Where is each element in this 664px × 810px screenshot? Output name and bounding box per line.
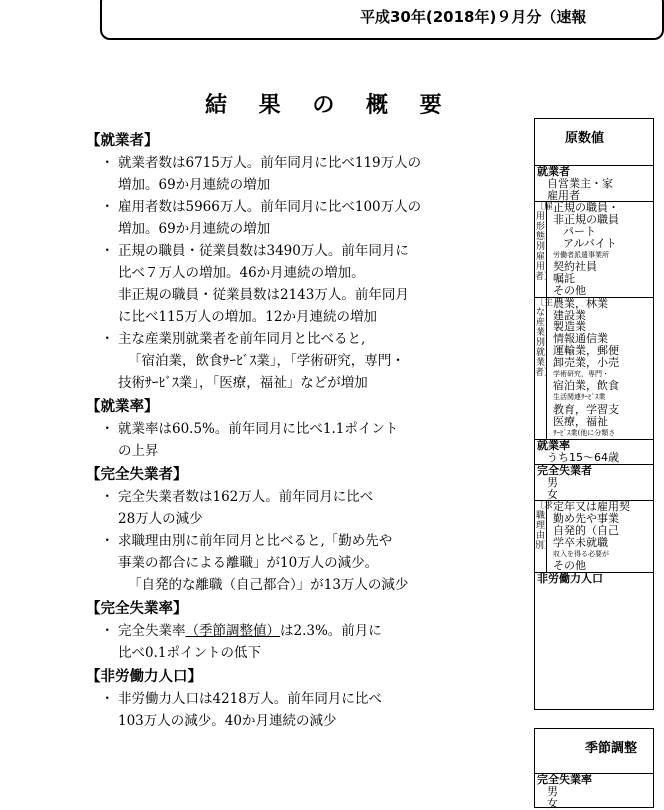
row-label: 男: [547, 475, 558, 489]
unemployed-block: [535, 464, 653, 500]
row-label: 嘱託: [553, 272, 575, 286]
row-label: 生活関連ｻｰﾋﾞｽ業: [553, 393, 606, 402]
row-label: その他: [553, 559, 586, 573]
text-line: 完全失業者数は162万人。前年同月に比べ: [118, 489, 374, 505]
row-label: 非労働力人口: [537, 572, 603, 586]
row-label: 定年又は雇用契: [553, 500, 630, 514]
bullet-item: [86, 530, 516, 596]
bullet-item: [86, 486, 516, 530]
row-label: 卸売業，小売: [553, 355, 619, 369]
text-line: 「宿泊業，飲食ｻｰﾋﾞｽ業」，「学術研究，専門・: [128, 353, 405, 369]
row-label: その他: [553, 283, 586, 297]
text-line: 28万人の減少: [118, 511, 203, 527]
row-label: ｻｰﾋﾞｽ業(他に分類さ: [553, 428, 616, 437]
bullet-mark: ・: [100, 691, 114, 707]
bullet-item: [86, 152, 516, 196]
job-search-reason-group: [535, 500, 653, 572]
text-line: 103万人の減少。40か月連続の減少: [118, 713, 337, 729]
bullet-item: [86, 196, 516, 240]
row-label: 労働者派遣事業所: [553, 250, 609, 259]
bullet-mark: ・: [100, 331, 114, 347]
table-header: 季節調整: [535, 729, 653, 774]
text-line: 就業率は60.5%。前年同月に比べ1.1ポイント: [118, 421, 399, 437]
group-side-label: 〔雇用形態別雇用者〕: [535, 202, 547, 296]
group-side-label: 〔求職理由別〕: [535, 501, 547, 572]
bullet-item: [86, 328, 516, 394]
text-line: に比べ115万人の増加。12か月連続の増加: [118, 309, 377, 325]
text-line: 事業の都合による離職」が10万人の減少。: [118, 555, 379, 571]
bullet-item: [86, 418, 516, 462]
industry-group: [535, 297, 653, 440]
row-label: 医療，福祉: [553, 414, 608, 428]
bullet-mark: ・: [100, 533, 114, 549]
row-label: 教育，学習支: [553, 402, 619, 416]
employment-type-group: [535, 201, 653, 296]
bullet-mark: ・: [100, 243, 114, 259]
report-period: 平成30年(2018年)９月分（速報: [360, 8, 587, 26]
text-line: 増加。69か月連続の増加: [118, 177, 271, 193]
row-label: 学卒未就職: [553, 535, 608, 549]
bullet-mark: ・: [100, 155, 114, 171]
summary-column: [86, 128, 516, 732]
row-label: 自営業主・家: [547, 176, 613, 190]
bullet-item: [86, 620, 516, 664]
text-line: 非正規の職員・従業員数は2143万人。前年同月: [118, 287, 409, 303]
row-label: 農業，林業: [553, 296, 608, 310]
section-heading: 【就業者】: [86, 133, 159, 149]
underlined-segment: （季節調整値）: [185, 623, 280, 639]
row-label: 完全失業率: [537, 773, 592, 786]
bullet-mark: ・: [100, 489, 114, 505]
bullet-mark: ・: [100, 199, 114, 215]
employment-rate-block: [535, 439, 653, 464]
row-label: 就業率: [537, 439, 570, 453]
text-line: [118, 620, 516, 642]
text-line: 求職理由別に前年同月と比べると,「勤め先や: [118, 533, 393, 549]
bullet-mark: ・: [100, 623, 114, 639]
original-values-table: [534, 118, 654, 710]
text-segment: は2.3%。前月に: [280, 623, 382, 639]
row-label: 運輸業，郵便: [553, 343, 619, 357]
text-line: 「自発的な離職（自己都合）」が13万人の減少: [128, 577, 409, 593]
row-label: アルバイト: [563, 236, 617, 250]
text-line: 雇用者数は5966万人。前年同月に比べ100万人の: [118, 199, 422, 215]
row-label: 契約社員: [553, 260, 597, 274]
bullet-mark: ・: [100, 421, 114, 437]
text-segment: 完全失業率: [118, 623, 186, 639]
row-label: 正規の職員・: [553, 201, 619, 215]
section-heading: 【非労働力人口】: [86, 669, 202, 685]
row-label: うち15～64歳: [547, 451, 619, 465]
bullet-item: [86, 240, 516, 328]
page-title: 結 果 の 概 要: [205, 93, 454, 118]
row-label: 学術研究，専門・: [553, 369, 609, 378]
row-label: 女: [547, 796, 558, 810]
row-label: 情報通信業: [553, 332, 608, 346]
row-label: 男: [547, 784, 558, 798]
section-heading: 【完全失業者】: [86, 467, 188, 483]
not-in-labor-force-row: [535, 572, 653, 585]
text-line: 非労働力人口は4218万人。前年同月に比べ: [118, 691, 382, 707]
seasonally-adjusted-table: [534, 728, 654, 808]
row-label: パート: [563, 224, 596, 238]
row-label: 建設業: [553, 308, 586, 322]
text-line: 就業者数は6715万人。前年同月に比べ119万人の: [118, 155, 422, 171]
text-line: 正規の職員・従業員数は3490万人。前年同月に: [118, 243, 409, 259]
row-label: 収入を得る必要が: [553, 549, 609, 558]
bullet-item: [86, 688, 516, 732]
row-label: 製造業: [553, 320, 586, 334]
text-line: 比べ0.1ポイントの低下: [118, 645, 261, 661]
row-label: 非正規の職員: [553, 213, 619, 227]
row-label: 就業者: [537, 165, 570, 178]
row-label: 女: [547, 487, 558, 501]
row-label: 勤め先や事業: [553, 512, 619, 526]
row-label: 自発的（自己: [553, 523, 619, 537]
group-side-label: 〔主な産業別就業者〕: [535, 298, 547, 440]
text-line: 技術ｻｰﾋﾞｽ業」，「医療，福祉」などが増加: [118, 375, 368, 391]
text-line: 比べ７万人の増加。46か月連続の増加。: [118, 265, 365, 281]
section-heading: 【就業率】: [86, 399, 159, 415]
row-label: 雇用者: [547, 188, 580, 202]
table-header: 原数値: [535, 119, 653, 166]
row-label: 完全失業者: [537, 463, 592, 477]
text-line: 増加。69か月連続の増加: [118, 221, 271, 237]
section-heading: 【完全失業率】: [86, 601, 188, 617]
text-line: の上昇: [118, 443, 159, 459]
text-line: 主な産業別就業者を前年同月と比べると,: [118, 331, 366, 347]
row-label: 宿泊業，飲食: [553, 379, 619, 393]
